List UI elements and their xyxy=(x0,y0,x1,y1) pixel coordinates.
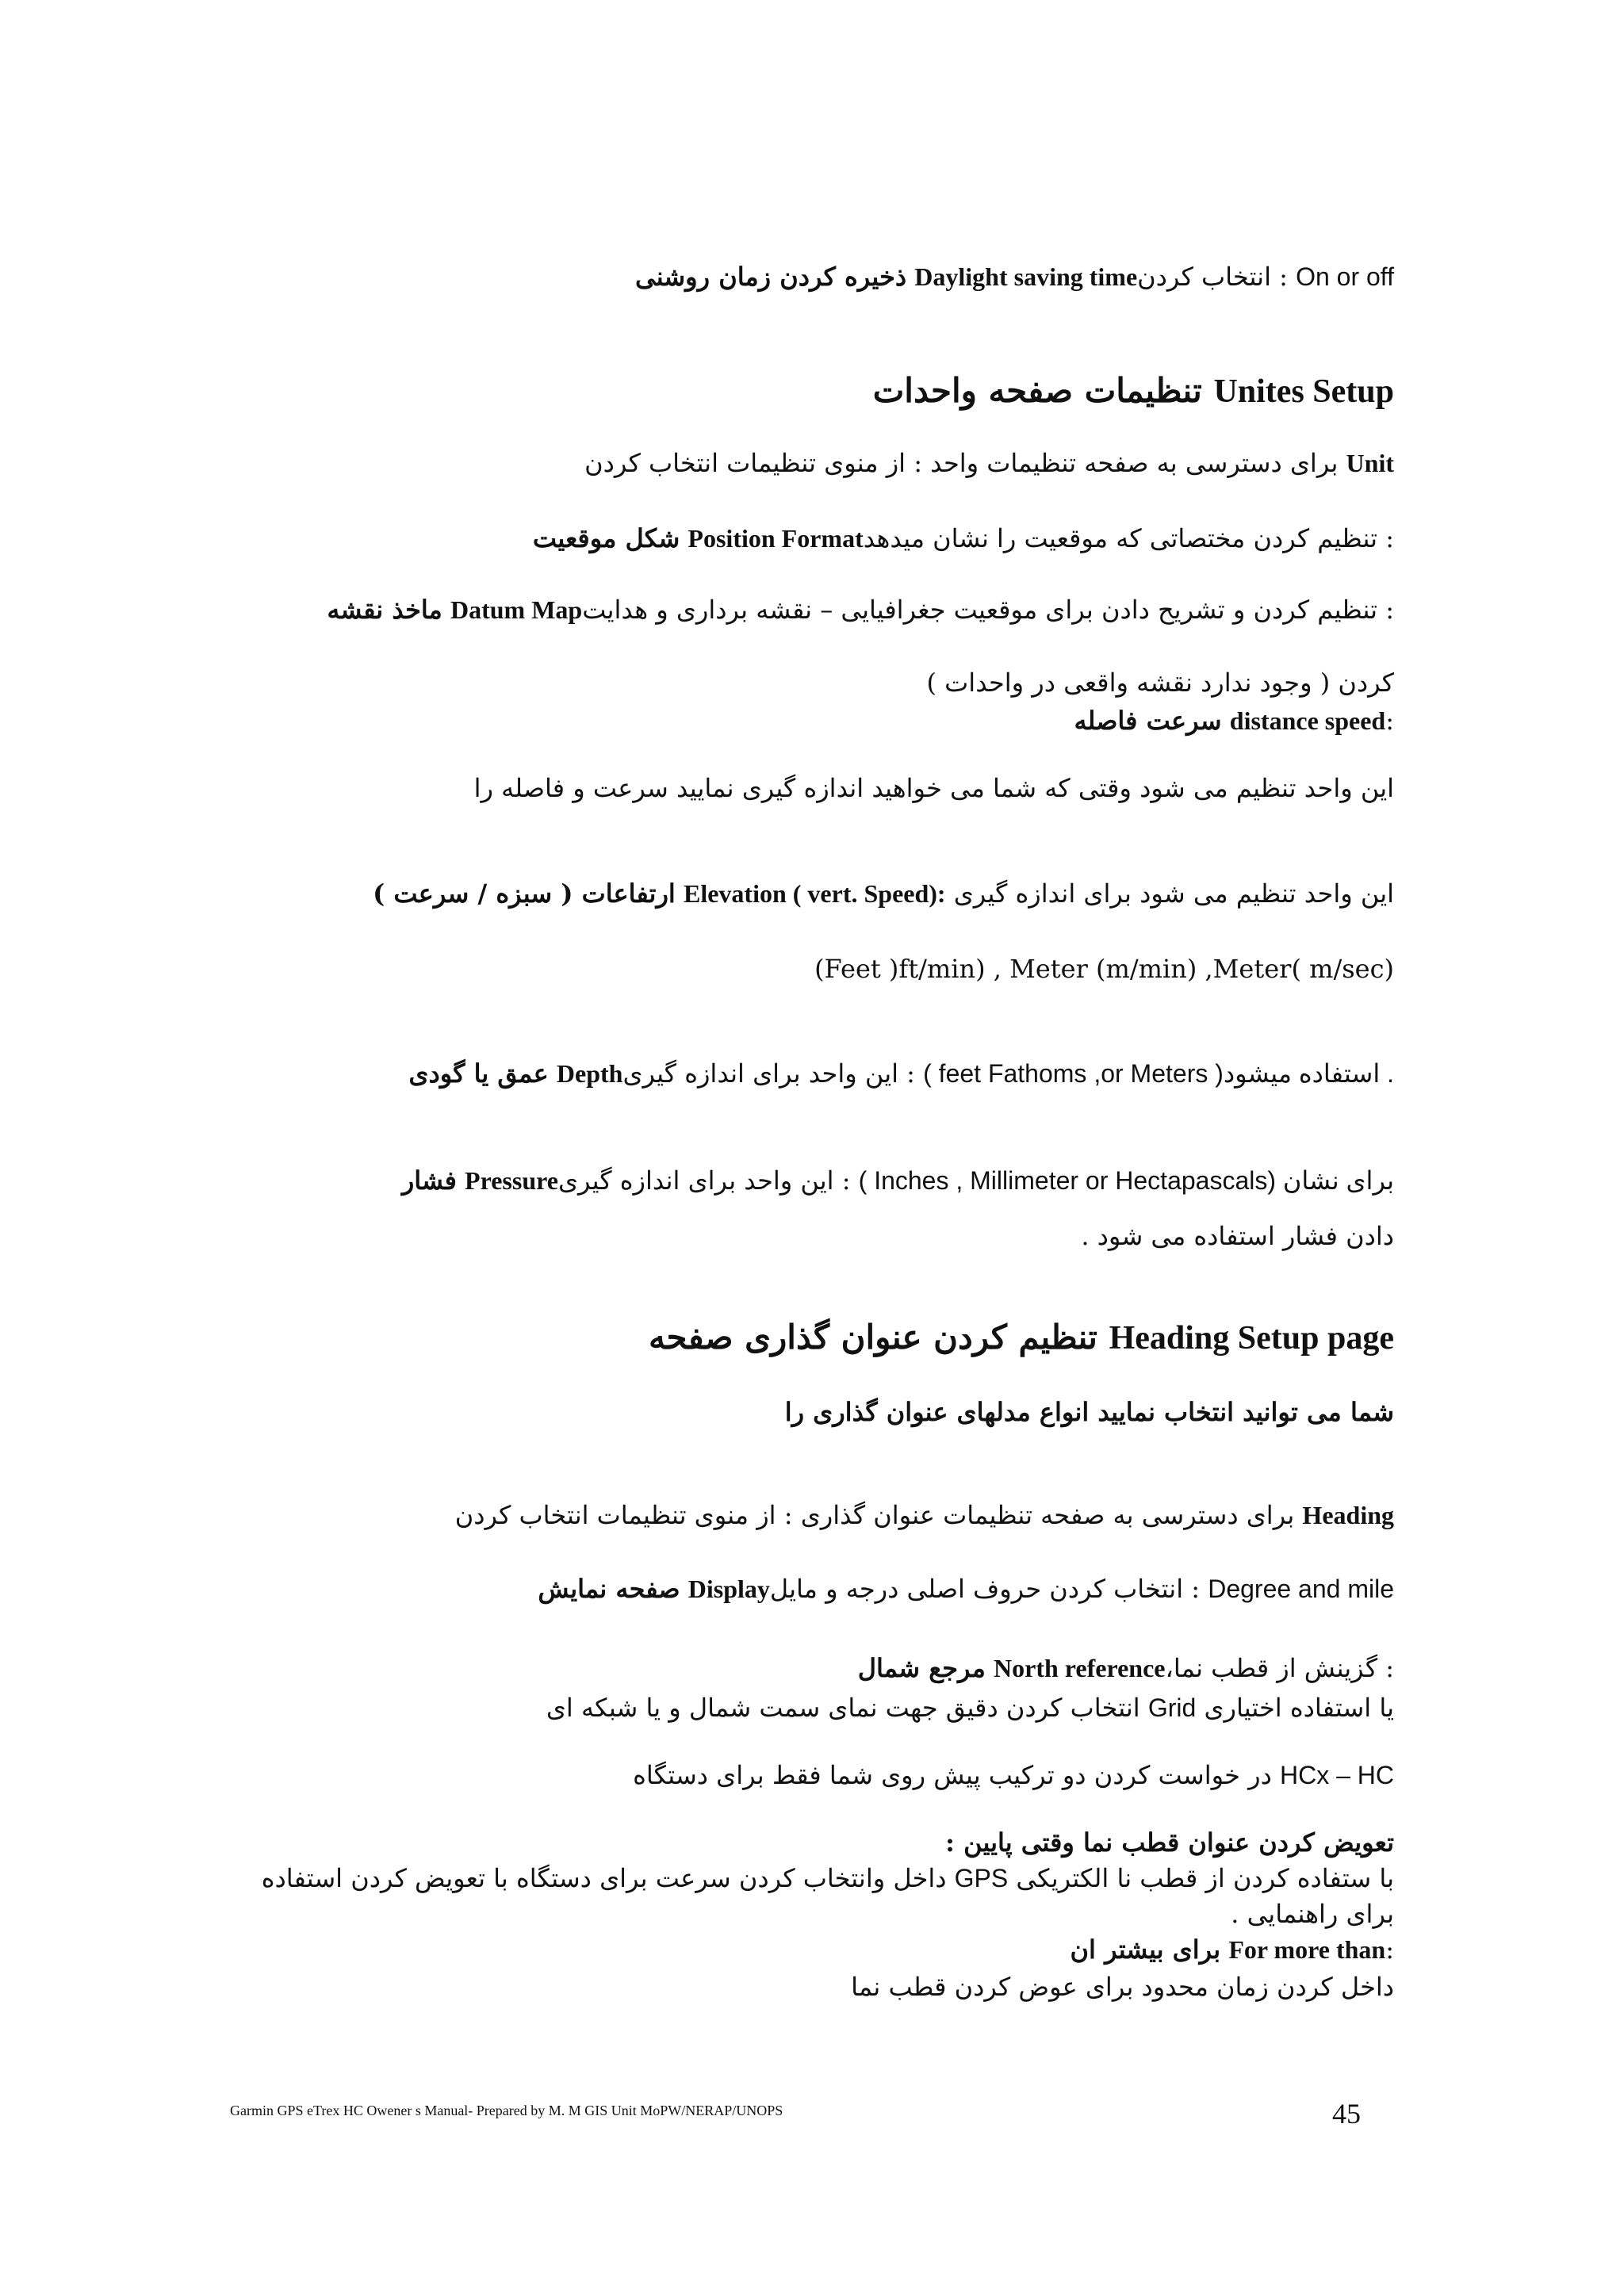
unites-setup-fa: تنظیمات صفحه واحدات xyxy=(872,371,1202,410)
north-grid-fa: انتخاب کردن دقیق جهت نمای سمت شمال و یا شبکه ای xyxy=(546,1693,1140,1723)
elevation-units: (Feet )ft/min) , Meter (m/min) ,Meter( m/sec) xyxy=(814,954,1394,984)
unites-setup-heading xyxy=(873,371,1394,411)
display-rest: : انتخاب کردن حروف اصلی درجه و مایل xyxy=(769,1574,1201,1604)
daylight-tail: On or off xyxy=(1296,262,1394,291)
depth-tail: ( feet Fathoms ,or Meters )استفاده میشود . xyxy=(923,1059,1394,1088)
depth-fa: عمق یا گودی xyxy=(408,1058,549,1089)
for-more-than-en: For more than xyxy=(1228,1935,1386,1964)
distance-speed-desc: این واحد تنظیم می شود وقتی که شما می خواهید اندازه گیری نمایید سرعت و فاصله را xyxy=(473,773,1394,803)
position-format-line xyxy=(533,523,1394,553)
elevation-rest: این واحد تنظیم می شود برای اندازه گیری xyxy=(953,878,1394,909)
compass-switch-fa: داخل وانتخاب کردن سرعت برای دستگاه با تعویض کردن استفاده xyxy=(261,1863,947,1893)
north-grid-line xyxy=(546,1693,1394,1723)
datum-map-line xyxy=(327,595,1394,625)
pressure-rest: : این واحد برای اندازه گیری xyxy=(557,1165,851,1196)
pressure-continuation: دادن فشار استفاده می شود . xyxy=(1081,1221,1394,1251)
hcx-line xyxy=(633,1760,1394,1790)
position-format-en: Position Format xyxy=(688,524,864,553)
pressure-en: Pressure xyxy=(465,1166,558,1195)
datum-map-fa: ماخذ نقشه xyxy=(327,595,442,625)
position-format-rest: : تنظیم کردن مختصاتی که موقعیت را نشان میدهد xyxy=(863,523,1394,553)
north-grid-rest: یا استفاده اختیاری xyxy=(1204,1693,1394,1723)
depth-line xyxy=(408,1058,1394,1089)
heading-setup-heading xyxy=(649,1318,1394,1357)
daylight-fa: ذخیره کردن زمان روشنی xyxy=(635,262,907,292)
elevation-line xyxy=(373,878,1394,909)
compass-switch-line xyxy=(262,1863,1394,1893)
compass-switch-heading: تعویض کردن عنوان قطب نما وقتی پایین : xyxy=(945,1827,1394,1858)
unites-setup-en: Unites Setup xyxy=(1213,373,1394,410)
compass-switch-rest: با ستفاده کردن از قطب نا الکتریکی xyxy=(1016,1863,1394,1893)
elevation-en: Elevation ( vert. Speed): xyxy=(683,879,946,908)
display-fa: صفحه نمایش xyxy=(538,1574,680,1604)
depth-rest: : این واحد برای اندازه گیری xyxy=(622,1058,915,1089)
hcx-en: HCx – HC xyxy=(1279,1761,1394,1789)
hcx-fa: در خواست کردن دو ترکیب پیش روی شما فقط برای دستگاه xyxy=(633,1760,1272,1790)
unit-access-en: Unit xyxy=(1346,449,1394,477)
heading-models-line: شما می توانید انتخاب نمایید انواع مدلهای عنوان گذاری را xyxy=(784,1397,1394,1427)
datum-map-en: Datum Map xyxy=(450,595,583,624)
heading-access-fa: برای دسترسی به صفحه تنظیمات عنوان گذاری : از منوی تنظیمات انتخاب کردن xyxy=(454,1500,1295,1530)
heading-access-en: Heading xyxy=(1302,1501,1394,1529)
display-line xyxy=(538,1574,1394,1604)
datum-map-rest: : تنظیم کردن و تشریح دادن برای موقعیت جغرافیایی – نقشه برداری و هدایت xyxy=(582,595,1394,625)
north-grid-en: Grid xyxy=(1147,1693,1197,1722)
unit-access-fa: برای دسترسی به صفحه تنظیمات واحد : از منوی تنظیمات انتخاب کردن xyxy=(584,448,1339,478)
distance-speed-en: distance speed xyxy=(1229,706,1386,735)
daylight-rest: : انتخاب کردن xyxy=(1137,262,1288,292)
heading-setup-en: Heading Setup page xyxy=(1109,1320,1394,1357)
for-more-than-rest: : xyxy=(1385,1934,1394,1965)
position-format-fa: شکل موقعیت xyxy=(532,523,680,553)
for-more-than-fa: برای بیشتر ان xyxy=(1070,1934,1221,1965)
pressure-fa: فشار xyxy=(401,1165,457,1196)
footer-text: Garmin GPS eTrex HC Owener s Manual- Prepared by M. M GIS Unit MoPW/NERAP/UNOPS xyxy=(230,2103,783,2118)
distance-speed-line xyxy=(1074,706,1395,736)
datum-map-continuation: کردن ( وجود ندارد نقشه واقعی در واحدات ) xyxy=(926,668,1394,698)
distance-speed-fa: سرعت فاصله xyxy=(1074,706,1222,736)
heading-setup-fa: تنظیم کردن عنوان گذاری صفحه xyxy=(648,1318,1097,1357)
page-number: 45 xyxy=(1332,2098,1361,2130)
pressure-line xyxy=(402,1165,1394,1196)
for-more-than-line xyxy=(1071,1934,1394,1965)
pressure-tail: ( Inches , Millimeter or Hectapascals) برای نشان xyxy=(858,1166,1394,1195)
unit-access-line xyxy=(584,448,1394,478)
daylight-saving-line xyxy=(635,262,1394,292)
elevation-fa: ارتفاعات ( سبزه / سرعت ) xyxy=(373,878,676,909)
daylight-en: Daylight saving time xyxy=(914,262,1138,291)
compass-switch-gps: GPS xyxy=(954,1864,1009,1892)
heading-access-line xyxy=(455,1500,1394,1530)
guidance-line: برای راهنمایی . xyxy=(1231,1899,1394,1929)
distance-speed-rest: : xyxy=(1385,706,1394,736)
north-reference-en: North reference xyxy=(994,1654,1166,1682)
north-reference-fa: مرجع شمال xyxy=(857,1653,986,1683)
time-limit-line: داخل کردن زمان محدود برای عوض کردن قطب نما xyxy=(851,1972,1394,2002)
north-reference-line xyxy=(858,1653,1394,1683)
depth-en: Depth xyxy=(556,1059,623,1088)
display-tail: Degree and mile xyxy=(1208,1575,1394,1603)
north-reference-rest: : گزینش از قطب نما، xyxy=(1165,1653,1394,1683)
display-en: Display xyxy=(688,1575,770,1603)
